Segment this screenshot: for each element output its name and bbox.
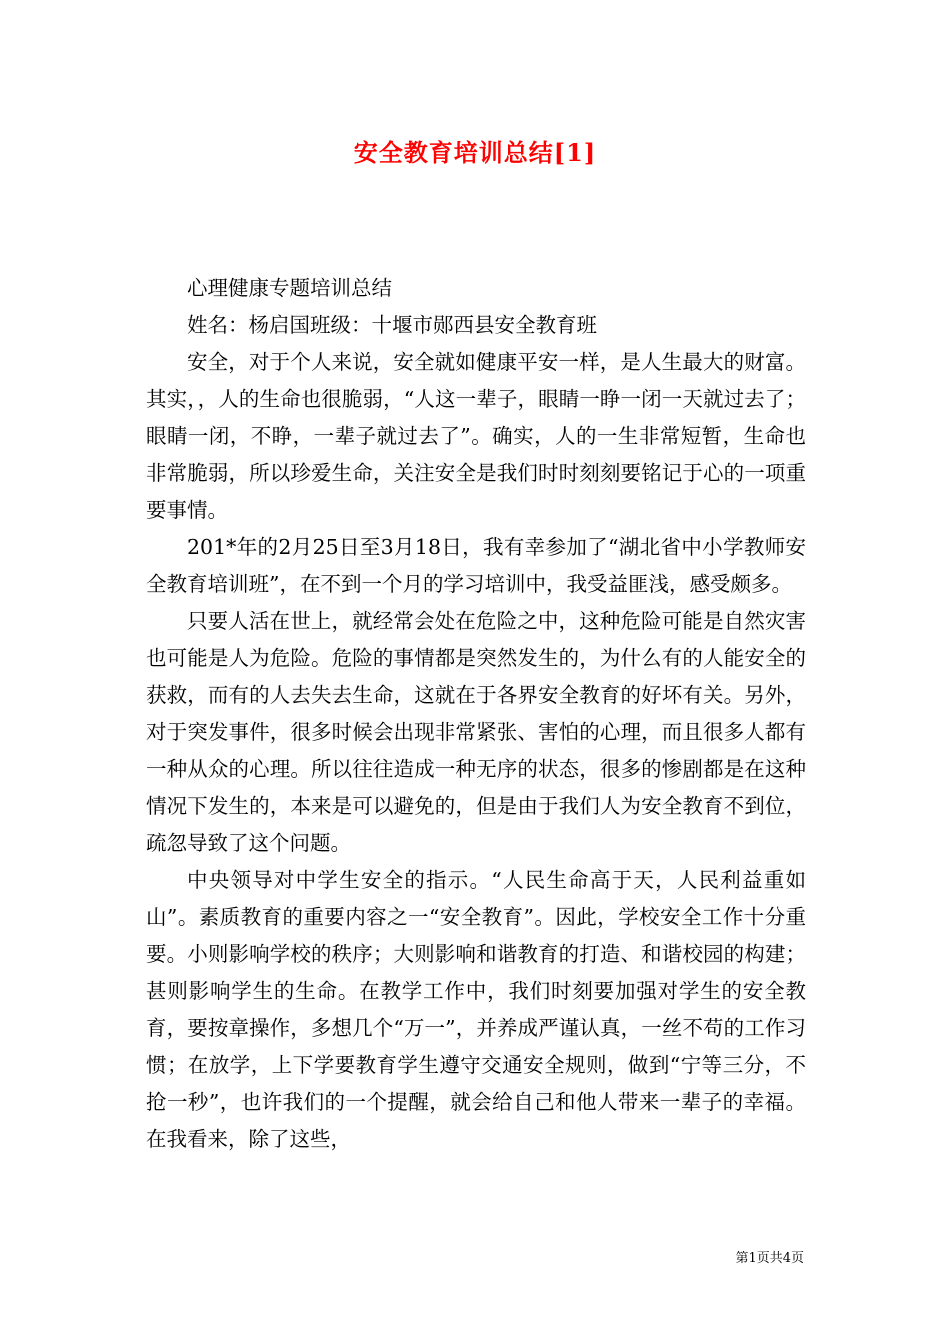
document-body: [146, 270, 806, 1158]
page-number: 第1页共4页: [735, 1251, 804, 1266]
paragraph: 中央领导对中学生安全的指示。“人民生命高于天，人民利益重如山”。素质教育的重要内容之一“安全教育”。因此，学校安全工作十分重要。小则影响学校的秩序；大则影响和谐教育的打造、和谐校园的构建；甚则影响学生的生命。在教学工作中，我们时刻要加强对学生的安全教育，要按章操作，多想几个“万一”，并养成严谨认真，一丝不苟的工作习惯；在放学，上下学要教育学生遵守交通安全规则，做到“宁等三分，不抢一秒”，也许我们的一个提醒，就会给自己和他人带来一辈子的幸福。在我看来，除了这些，: [146, 868, 806, 1151]
document-title: 安全教育培训总结[1]: [353, 138, 597, 167]
paragraph-subtitle: 心理健康专题培训总结: [187, 276, 392, 300]
paragraph: 201*年的2月25日至3月18日，我有幸参加了“湖北省中小学教师安全教育培训班”，在不到一个月的学习培训中，我受益匪浅，感受颇多。: [146, 535, 806, 596]
paragraph: 安全，对于个人来说，安全就如健康平安一样，是人生最大的财富。其实，，人的生命也很脆弱，“人这一辈子，眼睛一睁一闭一天就过去了；眼睛一闭，不睁，一辈子就过去了”。确实，人的一生非常短暂，生命也非常脆弱，所以珍爱生命，关注安全是我们时时刻刻要铭记于心的一项重要事情。: [146, 350, 806, 522]
paragraph: 只要人活在世上，就经常会处在危险之中，这种危险可能是自然灾害也可能是人为危险。危险的事情都是突然发生的，为什么有的人能安全的获救，而有的人去失去生命，这就在于各界安全教育的好坏有关。另外，对于突发事件，很多时候会出现非常紧张、害怕的心理，而且很多人都有一种从众的心理。所以往往造成一种无序的状态，很多的惨剧都是在这种情况下发生的，本来是可以避免的，但是由于我们人为安全教育不到位，疏忽导致了这个问题。: [146, 609, 806, 855]
paragraph-author-info: 姓名：杨启国班级：十堰市郧西县安全教育班: [187, 313, 597, 337]
